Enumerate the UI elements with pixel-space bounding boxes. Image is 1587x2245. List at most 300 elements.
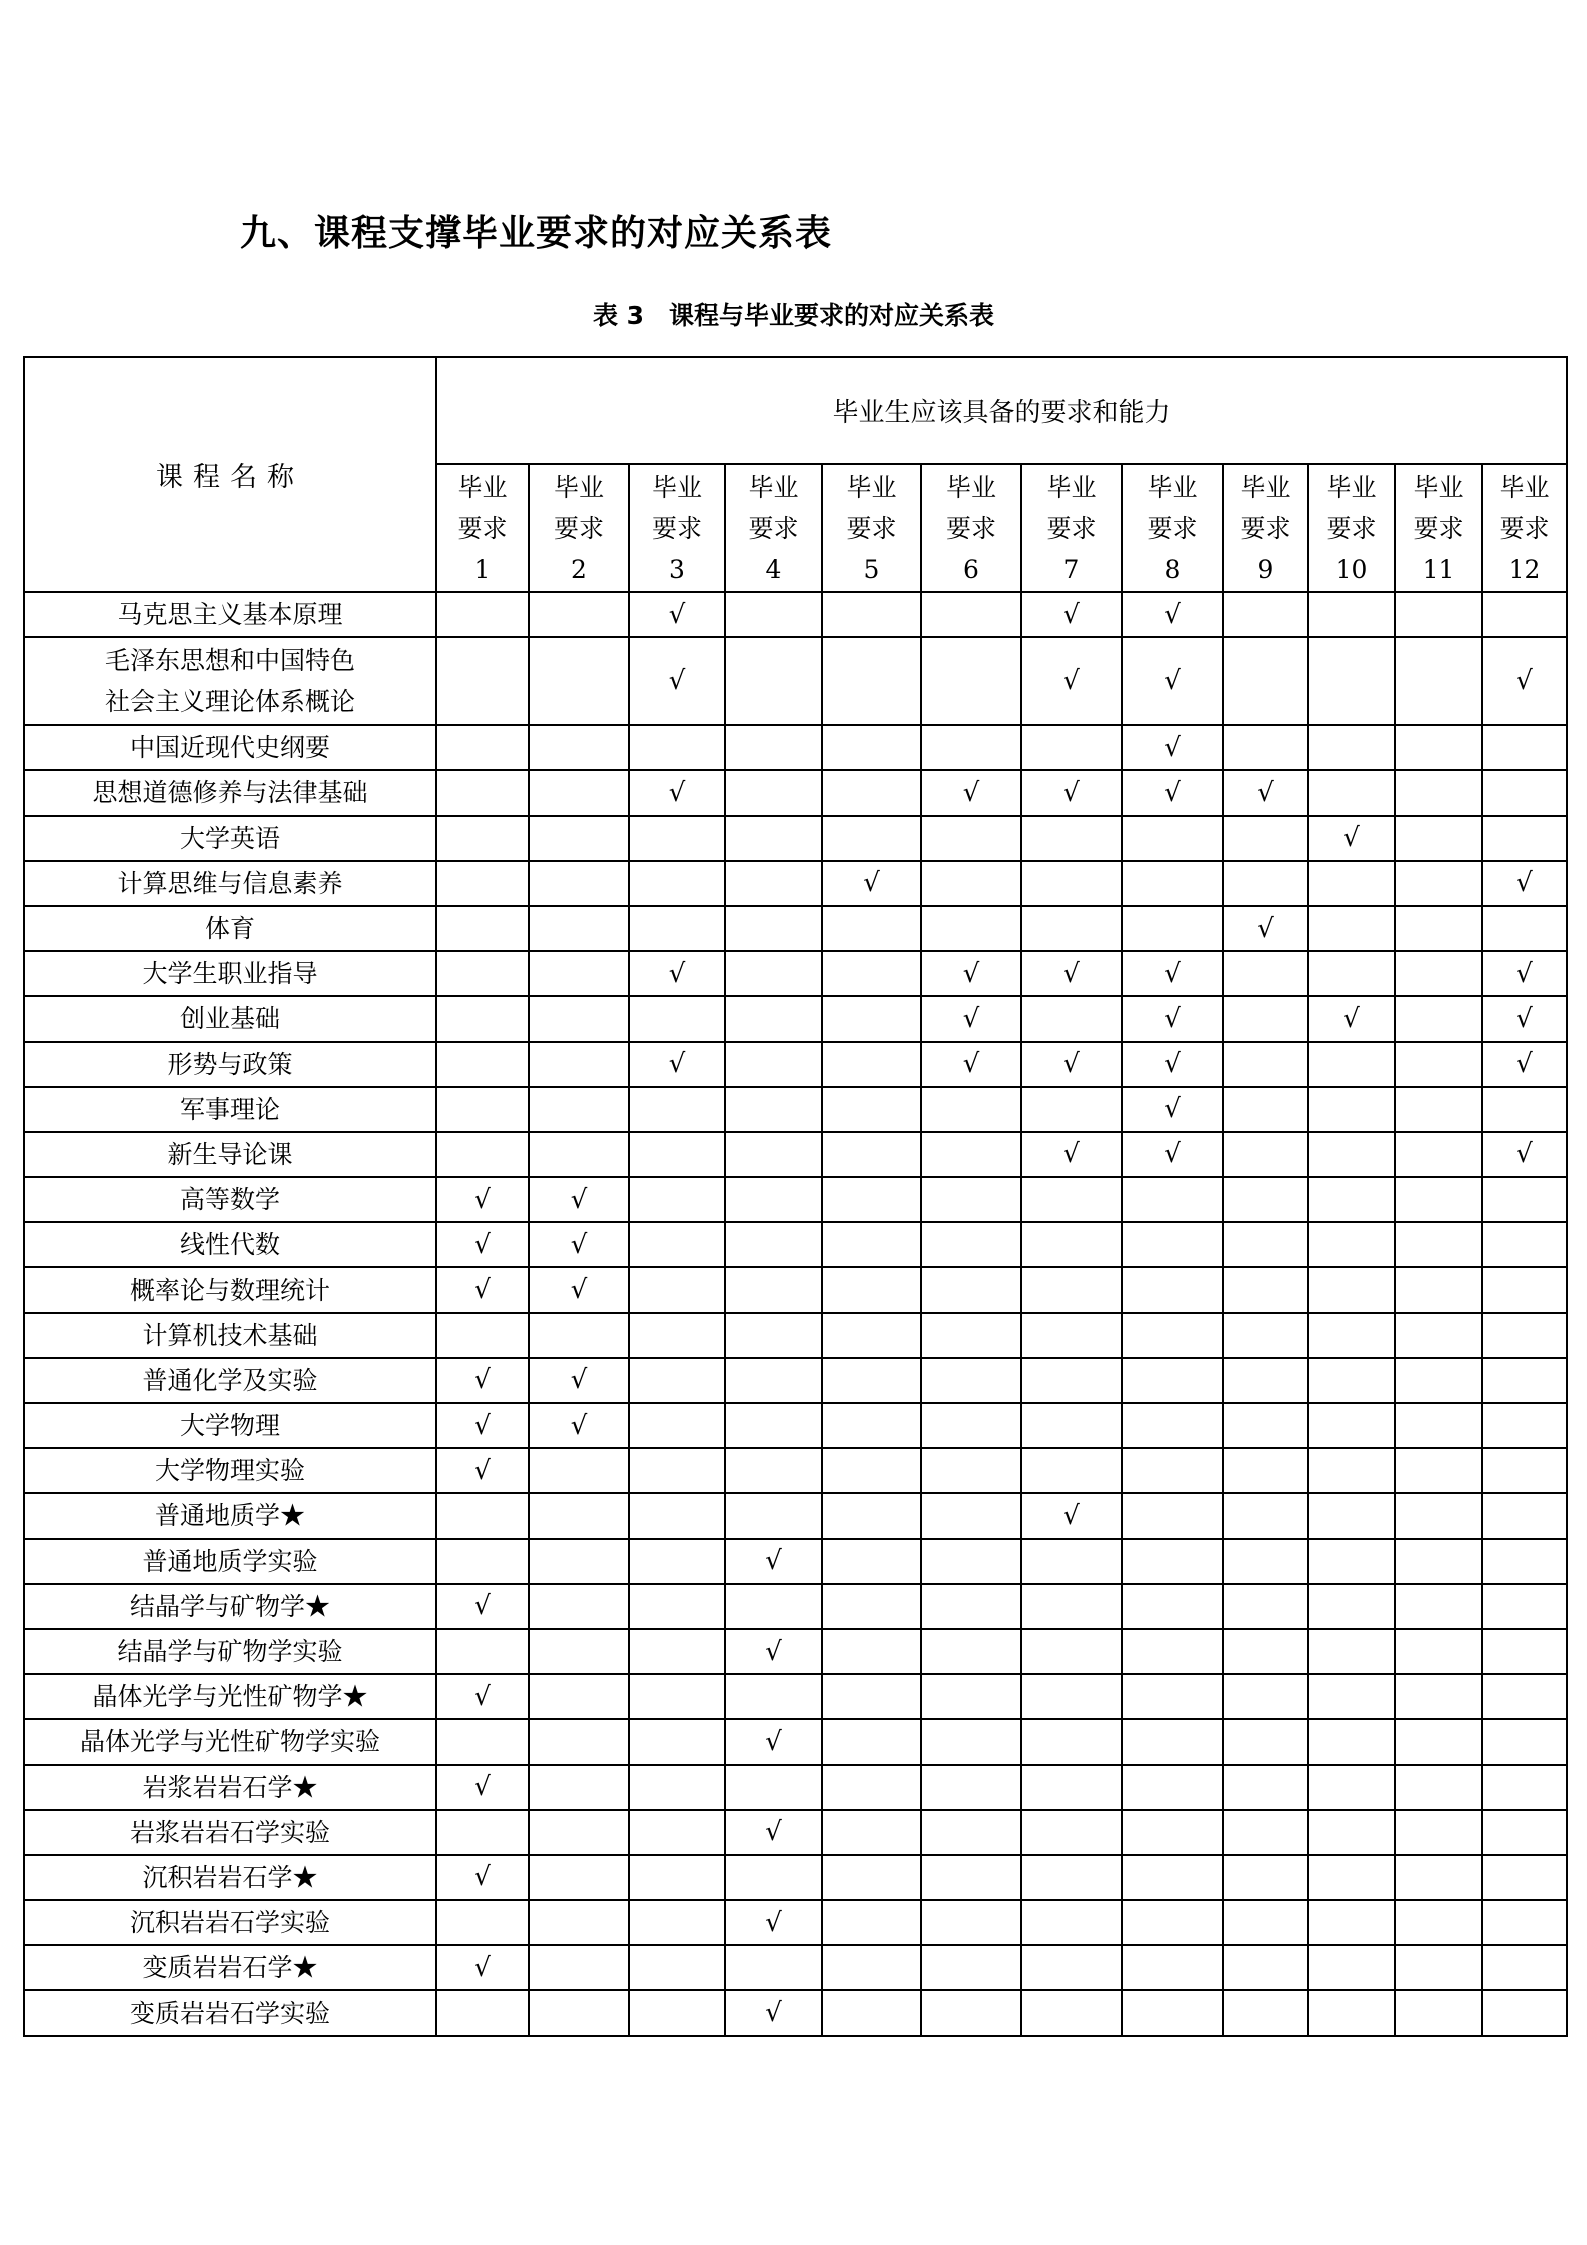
check-mark: √	[529, 1267, 629, 1312]
section-title: 九、课程支撑毕业要求的对应关系表	[240, 213, 833, 254]
empty-cell	[629, 1855, 725, 1900]
empty-cell	[1122, 1493, 1223, 1538]
empty-cell	[1482, 1448, 1567, 1493]
course-name-line: 军事理论	[179, 1094, 280, 1124]
requirement-header-line2: 要求	[846, 513, 897, 543]
requirement-header-line2: 要求	[1240, 513, 1291, 543]
empty-cell	[822, 1539, 921, 1584]
empty-cell	[1395, 1087, 1482, 1132]
empty-cell	[1223, 1267, 1308, 1312]
empty-cell	[1122, 1448, 1223, 1493]
requirement-header-line1: 毕业	[846, 472, 897, 502]
empty-cell	[436, 1539, 529, 1584]
empty-cell	[1223, 1629, 1308, 1674]
empty-cell	[921, 637, 1021, 725]
course-name-cell	[24, 816, 436, 861]
table-row	[24, 637, 1567, 725]
empty-cell	[529, 1313, 629, 1358]
empty-cell	[1223, 1403, 1308, 1448]
empty-cell	[529, 1765, 629, 1810]
empty-cell	[1122, 816, 1223, 861]
empty-cell	[822, 1584, 921, 1629]
course-name-cell	[24, 1584, 436, 1629]
empty-cell	[1395, 1177, 1482, 1222]
empty-cell	[1395, 1493, 1482, 1538]
check-mark: √	[921, 1042, 1021, 1087]
empty-cell	[822, 1855, 921, 1900]
table-row	[24, 1222, 1567, 1267]
table-row	[24, 1177, 1567, 1222]
empty-cell	[921, 1177, 1021, 1222]
empty-cell	[1223, 1493, 1308, 1538]
course-name-line: 高等数学	[179, 1185, 280, 1215]
check-mark: √	[1021, 592, 1122, 637]
empty-cell	[725, 592, 822, 637]
empty-cell	[822, 1629, 921, 1674]
empty-cell	[725, 1448, 822, 1493]
requirement-header-num: 7	[1063, 554, 1080, 584]
empty-cell	[1223, 1313, 1308, 1358]
empty-cell	[1395, 1990, 1482, 2035]
check-mark: √	[436, 1403, 529, 1448]
course-name-line: 社会主义理论体系概论	[104, 687, 355, 717]
empty-cell	[1395, 592, 1482, 637]
requirement-header-12	[1482, 464, 1567, 592]
empty-cell	[921, 1313, 1021, 1358]
empty-cell	[1021, 1087, 1122, 1132]
empty-cell	[1482, 1358, 1567, 1403]
course-name-cell	[24, 1267, 436, 1312]
empty-cell	[436, 725, 529, 770]
requirement-header-line2: 要求	[1413, 513, 1464, 543]
course-name-line: 普通地质学实验	[142, 1546, 318, 1576]
course-name-line: 马克思主义基本原理	[117, 600, 343, 630]
check-mark: √	[436, 1222, 529, 1267]
empty-cell	[1482, 1584, 1567, 1629]
empty-cell	[1308, 1042, 1395, 1087]
empty-cell	[1021, 1584, 1122, 1629]
course-name-cell	[24, 1855, 436, 1900]
check-mark: √	[1482, 1132, 1567, 1177]
empty-cell	[529, 1990, 629, 2035]
table-row	[24, 1719, 1567, 1764]
requirement-header-num: 9	[1257, 554, 1274, 584]
check-mark: √	[436, 1267, 529, 1312]
check-mark: √	[529, 1222, 629, 1267]
requirement-header-1	[436, 464, 529, 592]
empty-cell	[529, 1539, 629, 1584]
empty-cell	[822, 1222, 921, 1267]
empty-cell	[1395, 1945, 1482, 1990]
check-mark: √	[1308, 816, 1395, 861]
empty-cell	[725, 1313, 822, 1358]
table-row	[24, 1674, 1567, 1719]
requirement-header-line1: 毕业	[1499, 472, 1550, 502]
empty-cell	[436, 906, 529, 951]
table-row	[24, 1765, 1567, 1810]
requirement-header-num: 6	[963, 554, 979, 584]
empty-cell	[1395, 1313, 1482, 1358]
empty-cell	[1395, 1222, 1482, 1267]
empty-cell	[629, 1584, 725, 1629]
course-name-cell	[24, 1539, 436, 1584]
empty-cell	[1122, 1403, 1223, 1448]
check-mark: √	[436, 1177, 529, 1222]
check-mark: √	[529, 1358, 629, 1403]
empty-cell	[921, 1855, 1021, 1900]
table-row	[24, 1132, 1567, 1177]
empty-cell	[921, 1539, 1021, 1584]
table-row	[24, 1042, 1567, 1087]
empty-cell	[1395, 1539, 1482, 1584]
empty-cell	[629, 1990, 725, 2035]
empty-cell	[1308, 861, 1395, 906]
empty-cell	[1122, 906, 1223, 951]
check-mark: √	[1122, 725, 1223, 770]
table-row	[24, 1900, 1567, 1945]
empty-cell	[629, 1674, 725, 1719]
empty-cell	[921, 816, 1021, 861]
empty-cell	[822, 770, 921, 815]
course-name-cell	[24, 637, 436, 725]
empty-cell	[725, 637, 822, 725]
empty-cell	[725, 770, 822, 815]
empty-cell	[1122, 1765, 1223, 1810]
empty-cell	[1021, 861, 1122, 906]
empty-cell	[1021, 725, 1122, 770]
empty-cell	[436, 1132, 529, 1177]
check-mark: √	[436, 1584, 529, 1629]
empty-cell	[629, 1403, 725, 1448]
check-mark: √	[436, 1945, 529, 1990]
empty-cell	[921, 1584, 1021, 1629]
check-mark: √	[1122, 770, 1223, 815]
requirement-header-line2: 要求	[651, 513, 702, 543]
requirement-header-line1: 毕业	[651, 472, 702, 502]
empty-cell	[921, 1945, 1021, 1990]
requirement-header-line2: 要求	[457, 513, 508, 543]
requirement-header-num: 8	[1164, 554, 1181, 584]
empty-cell	[1223, 1358, 1308, 1403]
check-mark: √	[436, 1674, 529, 1719]
empty-cell	[436, 637, 529, 725]
requirement-header-line1: 毕业	[1240, 472, 1291, 502]
empty-cell	[1308, 1855, 1395, 1900]
empty-cell	[1395, 816, 1482, 861]
empty-cell	[822, 1177, 921, 1222]
empty-cell	[921, 1493, 1021, 1538]
empty-cell	[1482, 1719, 1567, 1764]
requirement-header-8	[1122, 464, 1223, 592]
empty-cell	[725, 725, 822, 770]
empty-cell	[436, 1810, 529, 1855]
course-name-line: 概率论与数理统计	[129, 1275, 330, 1305]
empty-cell	[529, 951, 629, 996]
empty-cell	[725, 1493, 822, 1538]
table-row	[24, 770, 1567, 815]
empty-cell	[822, 996, 921, 1041]
course-name-cell	[24, 1222, 436, 1267]
check-mark: √	[1021, 1132, 1122, 1177]
empty-cell	[629, 1222, 725, 1267]
empty-cell	[529, 637, 629, 725]
empty-cell	[725, 1945, 822, 1990]
empty-cell	[1308, 1900, 1395, 1945]
course-name-line: 晶体光学与光性矿物学实验	[79, 1727, 380, 1757]
course-name-cell	[24, 861, 436, 906]
empty-cell	[529, 996, 629, 1041]
empty-cell	[1223, 951, 1308, 996]
empty-cell	[1308, 1719, 1395, 1764]
empty-cell	[1482, 1313, 1567, 1358]
course-name-line: 计算机技术基础	[142, 1320, 318, 1350]
empty-cell	[1021, 1810, 1122, 1855]
empty-cell	[822, 1042, 921, 1087]
empty-cell	[1482, 725, 1567, 770]
empty-cell	[1122, 1177, 1223, 1222]
empty-cell	[1308, 951, 1395, 996]
empty-cell	[1395, 1719, 1482, 1764]
empty-cell	[822, 1267, 921, 1312]
empty-cell	[921, 1629, 1021, 1674]
empty-cell	[1395, 1674, 1482, 1719]
empty-cell	[822, 637, 921, 725]
empty-cell	[1308, 1222, 1395, 1267]
course-name-line: 普通化学及实验	[142, 1365, 318, 1395]
requirement-header-6	[921, 464, 1021, 592]
empty-cell	[529, 1448, 629, 1493]
empty-cell	[1308, 1990, 1395, 2035]
empty-cell	[629, 1448, 725, 1493]
check-mark: √	[629, 637, 725, 725]
table-row	[24, 951, 1567, 996]
check-mark: √	[725, 1539, 822, 1584]
course-name-cell	[24, 1403, 436, 1448]
empty-cell	[629, 1719, 725, 1764]
course-name-line: 晶体光学与光性矿物学★	[92, 1682, 368, 1712]
empty-cell	[1482, 770, 1567, 815]
empty-cell	[725, 816, 822, 861]
empty-cell	[822, 1674, 921, 1719]
empty-cell	[1021, 1674, 1122, 1719]
empty-cell	[822, 1765, 921, 1810]
empty-cell	[1308, 770, 1395, 815]
empty-cell	[529, 770, 629, 815]
empty-cell	[1308, 1313, 1395, 1358]
check-mark: √	[921, 770, 1021, 815]
course-name-line: 新生导论课	[167, 1139, 293, 1169]
course-name-header: 课程名称	[24, 357, 436, 592]
requirement-header-line2: 要求	[1326, 513, 1377, 543]
empty-cell	[436, 861, 529, 906]
empty-cell	[1223, 1584, 1308, 1629]
check-mark: √	[725, 1629, 822, 1674]
empty-cell	[629, 1132, 725, 1177]
course-name-cell	[24, 1719, 436, 1764]
empty-cell	[921, 1087, 1021, 1132]
empty-cell	[629, 1267, 725, 1312]
empty-cell	[1021, 1990, 1122, 2035]
empty-cell	[725, 996, 822, 1041]
empty-cell	[1021, 1448, 1122, 1493]
requirement-header-num: 1	[474, 554, 491, 584]
requirement-header-num: 10	[1335, 554, 1368, 584]
empty-cell	[1395, 1042, 1482, 1087]
empty-cell	[1122, 861, 1223, 906]
course-name-line: 结晶学与矿物学★	[129, 1591, 330, 1621]
check-mark: √	[629, 770, 725, 815]
course-name-cell	[24, 1358, 436, 1403]
requirement-header-7	[1021, 464, 1122, 592]
empty-cell	[1482, 1945, 1567, 1990]
empty-cell	[1122, 1855, 1223, 1900]
empty-cell	[629, 1313, 725, 1358]
table-row	[24, 1945, 1567, 1990]
empty-cell	[1482, 1493, 1567, 1538]
requirements-group-header: 毕业生应该具备的要求和能力	[436, 357, 1567, 464]
course-name-line: 思想道德修养与法律基础	[92, 778, 368, 808]
check-mark: √	[436, 1448, 529, 1493]
empty-cell	[529, 906, 629, 951]
empty-cell	[436, 770, 529, 815]
empty-cell	[822, 1448, 921, 1493]
empty-cell	[921, 1990, 1021, 2035]
check-mark: √	[529, 1177, 629, 1222]
empty-cell	[822, 1358, 921, 1403]
course-name-cell	[24, 1087, 436, 1132]
course-name-cell	[24, 1629, 436, 1674]
course-name-line: 变质岩岩石学实验	[129, 1998, 330, 2028]
empty-cell	[1308, 1493, 1395, 1538]
empty-cell	[1482, 816, 1567, 861]
requirement-header-line1: 毕业	[553, 472, 604, 502]
empty-cell	[822, 725, 921, 770]
requirement-header-line1: 毕业	[457, 472, 508, 502]
empty-cell	[1308, 1087, 1395, 1132]
empty-cell	[1122, 1900, 1223, 1945]
table-row	[24, 861, 1567, 906]
empty-cell	[822, 1900, 921, 1945]
empty-cell	[1482, 1900, 1567, 1945]
empty-cell	[629, 1358, 725, 1403]
table-row	[24, 592, 1567, 637]
check-mark: √	[725, 1900, 822, 1945]
requirement-header-line2: 要求	[1147, 513, 1198, 543]
empty-cell	[725, 1358, 822, 1403]
course-name-line: 沉积岩岩石学★	[142, 1862, 318, 1892]
empty-cell	[725, 1042, 822, 1087]
course-name-line: 计算思维与信息素养	[117, 868, 343, 898]
course-name-line: 沉积岩岩石学实验	[129, 1908, 330, 1938]
empty-cell	[436, 1313, 529, 1358]
empty-cell	[529, 592, 629, 637]
requirement-header-5	[822, 464, 921, 592]
empty-cell	[1223, 816, 1308, 861]
empty-cell	[921, 1403, 1021, 1448]
check-mark: √	[725, 1719, 822, 1764]
empty-cell	[1395, 1584, 1482, 1629]
empty-cell	[436, 1493, 529, 1538]
empty-cell	[1482, 1267, 1567, 1312]
empty-cell	[1223, 1087, 1308, 1132]
empty-cell	[1482, 1855, 1567, 1900]
empty-cell	[529, 1855, 629, 1900]
empty-cell	[822, 1493, 921, 1538]
empty-cell	[629, 861, 725, 906]
check-mark: √	[629, 592, 725, 637]
table-row	[24, 1810, 1567, 1855]
empty-cell	[1308, 1358, 1395, 1403]
empty-cell	[529, 1674, 629, 1719]
check-mark: √	[1122, 1087, 1223, 1132]
empty-cell	[629, 725, 725, 770]
empty-cell	[529, 1493, 629, 1538]
empty-cell	[629, 1765, 725, 1810]
course-name-line: 大学英语	[179, 823, 280, 853]
course-name-cell	[24, 996, 436, 1041]
course-name-line: 大学生职业指导	[142, 959, 318, 989]
empty-cell	[629, 1493, 725, 1538]
empty-cell	[1482, 1990, 1567, 2035]
table-row	[24, 1539, 1567, 1584]
check-mark: √	[1122, 1132, 1223, 1177]
empty-cell	[1482, 592, 1567, 637]
check-mark: √	[1021, 1042, 1122, 1087]
empty-cell	[629, 816, 725, 861]
check-mark: √	[1021, 637, 1122, 725]
requirement-header-line1: 毕业	[748, 472, 799, 502]
empty-cell	[1308, 1810, 1395, 1855]
course-name-cell	[24, 1132, 436, 1177]
empty-cell	[921, 861, 1021, 906]
empty-cell	[921, 1674, 1021, 1719]
empty-cell	[1223, 1539, 1308, 1584]
empty-cell	[1482, 1087, 1567, 1132]
empty-cell	[1223, 592, 1308, 637]
course-name-cell	[24, 1945, 436, 1990]
empty-cell	[921, 1900, 1021, 1945]
empty-cell	[725, 1087, 822, 1132]
empty-cell	[1223, 637, 1308, 725]
empty-cell	[1223, 1132, 1308, 1177]
empty-cell	[822, 816, 921, 861]
empty-cell	[921, 906, 1021, 951]
course-name-cell	[24, 1042, 436, 1087]
empty-cell	[1223, 1719, 1308, 1764]
table-row	[24, 725, 1567, 770]
empty-cell	[921, 1448, 1021, 1493]
check-mark: √	[1482, 861, 1567, 906]
empty-cell	[1223, 1945, 1308, 1990]
check-mark: √	[629, 951, 725, 996]
course-name-cell	[24, 1448, 436, 1493]
course-name-line: 岩浆岩岩石学实验	[129, 1817, 330, 1847]
requirement-header-9	[1223, 464, 1308, 592]
empty-cell	[1021, 1358, 1122, 1403]
empty-cell	[1122, 1990, 1223, 2035]
empty-cell	[921, 592, 1021, 637]
check-mark: √	[1482, 996, 1567, 1041]
empty-cell	[629, 1177, 725, 1222]
empty-cell	[1021, 1222, 1122, 1267]
requirement-header-line1: 毕业	[1326, 472, 1377, 502]
empty-cell	[1021, 816, 1122, 861]
table-row	[24, 1313, 1567, 1358]
empty-cell	[1308, 1765, 1395, 1810]
empty-cell	[725, 1584, 822, 1629]
empty-cell	[822, 592, 921, 637]
check-mark: √	[1482, 1042, 1567, 1087]
